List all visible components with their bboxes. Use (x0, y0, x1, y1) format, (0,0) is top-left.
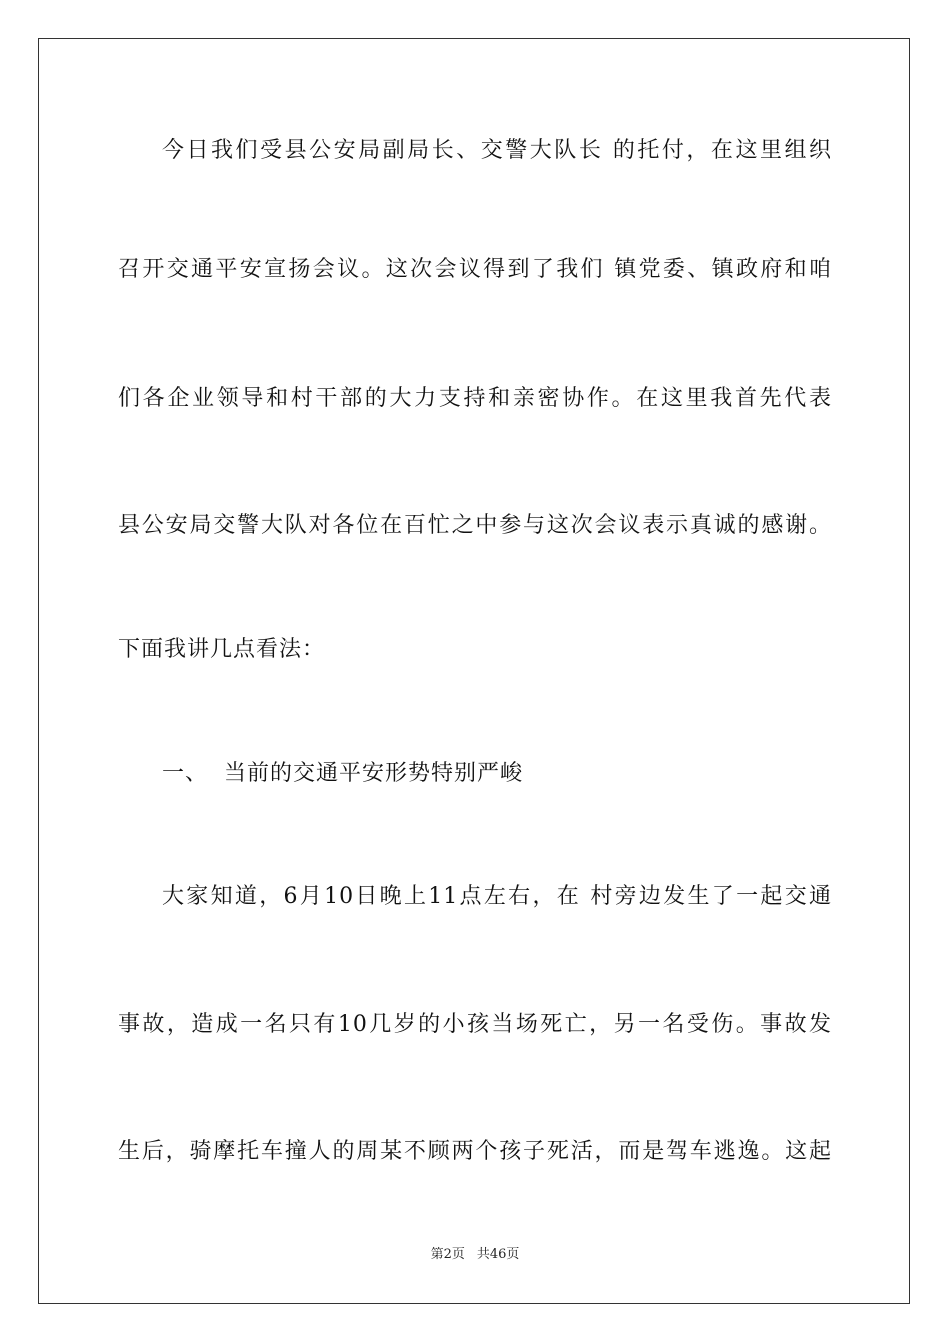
paragraph-line-4: 县公安局交警大队对各位在百忙之中参与这次会议表示真诚的感谢。 (118, 513, 832, 538)
page-number: 第2页 (430, 1247, 465, 1262)
paragraph-line-8: 事故，造成一名只有10几岁的小孩当场死亡，另一名受伤。事故发 (118, 1012, 832, 1037)
paragraph-line-9: 生后，骑摩托车撞人的周某不顾两个孩子死活，而是驾车逃逸。这起 (118, 1139, 832, 1164)
paragraph-line-7: 大家知道，6月10日晚上11点左右，在 村旁边发生了一起交通 (162, 884, 832, 909)
paragraph-line-1: 今日我们受县公安局副局长、交警大队长 的托付，在这里组织 (162, 138, 832, 163)
section-heading: 一、 当前的交通平安形势特别严峻 (162, 761, 523, 786)
page-total: 共46页 (476, 1247, 520, 1262)
paragraph-line-2: 召开交通平安宣扬会议。这次会议得到了我们 镇党委、镇政府和咱 (118, 257, 832, 282)
paragraph-line-3: 们各企业领导和村干部的大力支持和亲密协作。在这里我首先代表 (118, 386, 832, 411)
page-footer (0, 1246, 950, 1264)
page-border (38, 38, 910, 1304)
paragraph-line-5: 下面我讲几点看法： (118, 637, 326, 662)
